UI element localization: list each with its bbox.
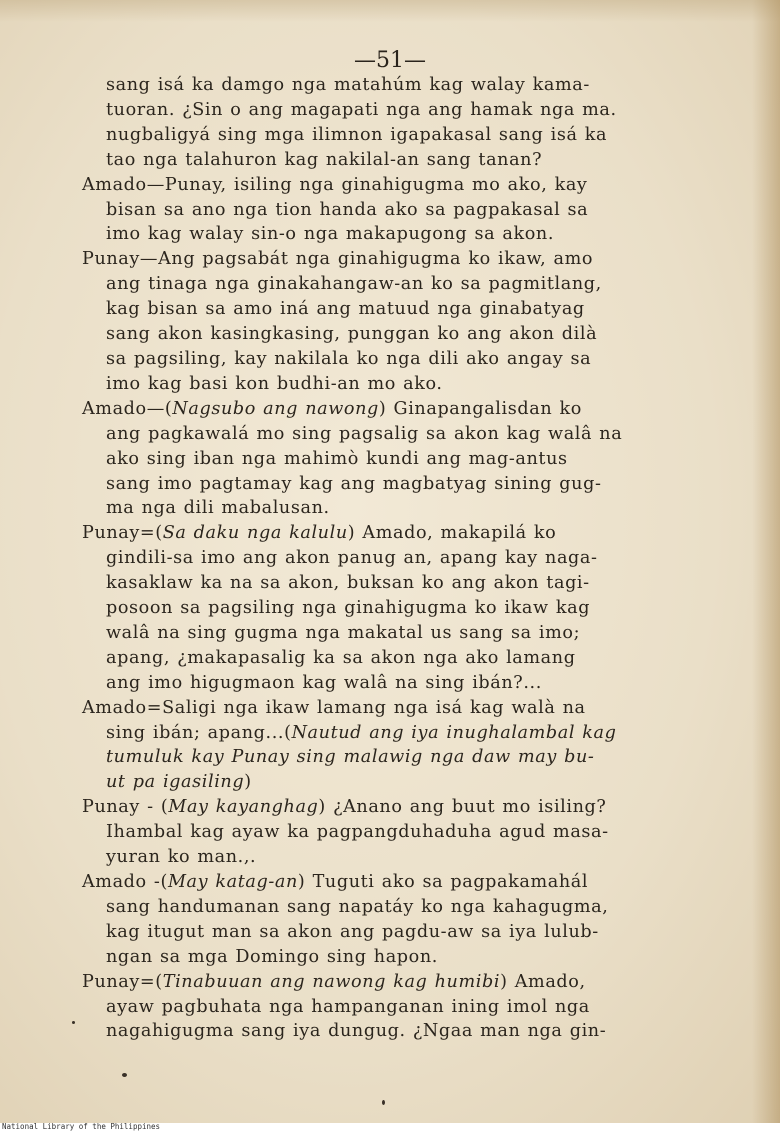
line-text: Amado=Saligi nga ikaw lamang nga isá kag walà na	[82, 697, 586, 718]
line-text: Punay=(	[82, 523, 163, 544]
line-text: sa pagsiling, kay nakilala ko nga dili ako angay sa	[106, 348, 592, 369]
stage-direction: May katag-an	[167, 872, 298, 892]
line-text: ngan sa mga Domingo sing hapon.	[106, 946, 438, 967]
line-text: walâ na sing gugma nga makatal us sang sa imo;	[106, 622, 581, 643]
line-text: sang imo pagtamay kag ang magbatyag sining gug-	[106, 473, 602, 494]
line-text: Punay—Ang pagsabát nga ginahigugma ko ikaw, amo	[82, 249, 594, 270]
line-text: Amado—(	[82, 398, 173, 419]
text-line	[82, 148, 682, 173]
text-line	[82, 895, 682, 920]
text-line	[82, 770, 682, 795]
line-text: ma nga dili mabalusan.	[106, 498, 330, 519]
footer-credit: National Library of the Philippines	[2, 1122, 161, 1131]
line-text: bisan sa ano nga tion handa ako sa pagpakasal sa	[106, 199, 589, 220]
text-line	[82, 422, 682, 447]
text-line	[82, 322, 682, 347]
text-line	[82, 696, 682, 721]
text-line	[82, 447, 682, 472]
page-edge-shadow	[752, 0, 780, 1123]
line-text: ayaw pagbuhata nga hampanganan ining imol nga	[106, 996, 590, 1017]
line-text: sang isá ka damgo nga matahúm kag walay kama-	[106, 75, 590, 95]
line-text: apang, ¿makapasalig ka sa akon nga ako lamang	[106, 647, 576, 668]
text-line	[82, 347, 682, 372]
stage-direction: Nautud ang iya inughalambal kag	[291, 722, 617, 743]
page-top-shadow	[0, 0, 780, 22]
line-text: ) Amado,	[500, 971, 586, 992]
text-line	[82, 945, 682, 970]
text-line	[82, 671, 682, 696]
ink-speck	[72, 1021, 75, 1024]
text-line	[82, 721, 682, 746]
line-text: Ihambal kag ayaw ka pagpangduhaduha agud masa-	[106, 822, 609, 843]
text-line	[82, 546, 682, 571]
line-text: ) Amado, makapilá ko	[347, 523, 557, 544]
text-line	[82, 297, 682, 322]
text-line	[82, 596, 682, 621]
ink-speck	[122, 1073, 127, 1077]
text-line	[82, 571, 682, 596]
line-text: kag bisan sa amo iná ang matuud nga ginabatyag	[106, 299, 585, 320]
stage-direction: Tinabuuan ang nawong kag humibi	[162, 971, 501, 992]
text-line	[82, 198, 682, 223]
line-text: sang handumanan sang napatáy ko nga kahagugma,	[106, 896, 609, 917]
stage-direction: tumuluk kay Punay sing malawig nga daw may bu-	[106, 747, 595, 768]
line-text: ) Ginapangalisdan ko	[378, 398, 582, 419]
stage-direction: Sa daku nga kalulu	[162, 523, 348, 544]
line-text: ang imo higugmaon kag walâ na sing ibán?...	[106, 672, 542, 693]
text-line	[82, 1019, 682, 1044]
text-line	[82, 98, 682, 123]
text-line	[82, 845, 682, 870]
text-line	[82, 73, 682, 98]
line-text: imo kag basi kon budhi-an mo ako.	[106, 373, 443, 394]
text-line	[82, 995, 682, 1020]
text-line	[82, 646, 682, 671]
page-number: —51—	[354, 48, 426, 73]
line-text: nugbaligyá sing mga ilimnon igapakasal sang isá ka	[106, 124, 608, 145]
line-text: Punay=(	[82, 971, 163, 992]
text-line	[82, 123, 682, 148]
line-text: sang akon kasingkasing, punggan ko ang akon dilà	[106, 324, 598, 345]
line-text: Punay - (	[82, 797, 169, 818]
line-text: Amado—Punay, isiling nga ginahigugma mo ako, kay	[82, 174, 588, 195]
line-text: ang tinaga nga ginakahangaw-an ko sa pagmitlang,	[106, 274, 602, 295]
footer-bar	[0, 1123, 780, 1133]
text-line	[82, 521, 682, 546]
line-text: kag itugut man sa akon ang pagdu-aw sa iya lulub-	[106, 921, 599, 942]
text-line	[82, 870, 682, 895]
line-text: sing ibán; apang...(	[106, 722, 292, 743]
stage-direction: May kayanghag	[168, 797, 319, 818]
line-text: )	[244, 772, 252, 793]
line-text: tuoran. ¿Sin o ang magapati nga ang hamak nga ma.	[106, 99, 617, 120]
stage-direction: Nagsubo ang nawong	[172, 398, 379, 419]
text-line	[82, 496, 682, 521]
line-text: ) Tuguti ako sa pagpakamahál	[297, 872, 589, 892]
line-text: imo kag walay sin-o nga makapugong sa akon.	[106, 224, 555, 245]
text-line	[82, 920, 682, 945]
text-line	[82, 621, 682, 646]
stage-direction: ut pa igasiling	[106, 772, 245, 793]
line-text: gindili-sa imo ang akon panug an, apang kay naga-	[106, 548, 598, 569]
text-line	[82, 272, 682, 297]
line-text: ako sing iban nga mahimò kundi ang mag-antus	[106, 448, 568, 469]
dialogue-text	[82, 73, 682, 1044]
text-line	[82, 795, 682, 820]
line-text: yuran ko man.,.	[106, 847, 257, 868]
text-line	[82, 745, 682, 770]
line-text: nagahigugma sang iya dungug. ¿Ngaa man nga gin-	[106, 1021, 607, 1042]
text-line	[82, 472, 682, 497]
text-line	[82, 173, 682, 198]
text-line	[82, 397, 682, 422]
text-line	[82, 372, 682, 397]
line-text: ) ¿Anano ang buut mo isiling?	[318, 797, 607, 818]
text-line	[82, 247, 682, 272]
ink-speck	[382, 1100, 385, 1105]
line-text: ang pagkawalá mo sing pagsalig sa akon kag walâ na	[106, 423, 623, 444]
text-line	[82, 222, 682, 247]
text-line	[82, 970, 682, 995]
text-line	[82, 820, 682, 845]
line-text: tao nga talahuron kag nakilal-an sang tanan?	[106, 149, 543, 170]
line-text: Amado -(	[82, 872, 168, 892]
line-text: posoon sa pagsiling nga ginahigugma ko ikaw kag	[106, 598, 591, 619]
line-text: kasaklaw ka na sa akon, buksan ko ang akon tagi-	[106, 573, 590, 594]
